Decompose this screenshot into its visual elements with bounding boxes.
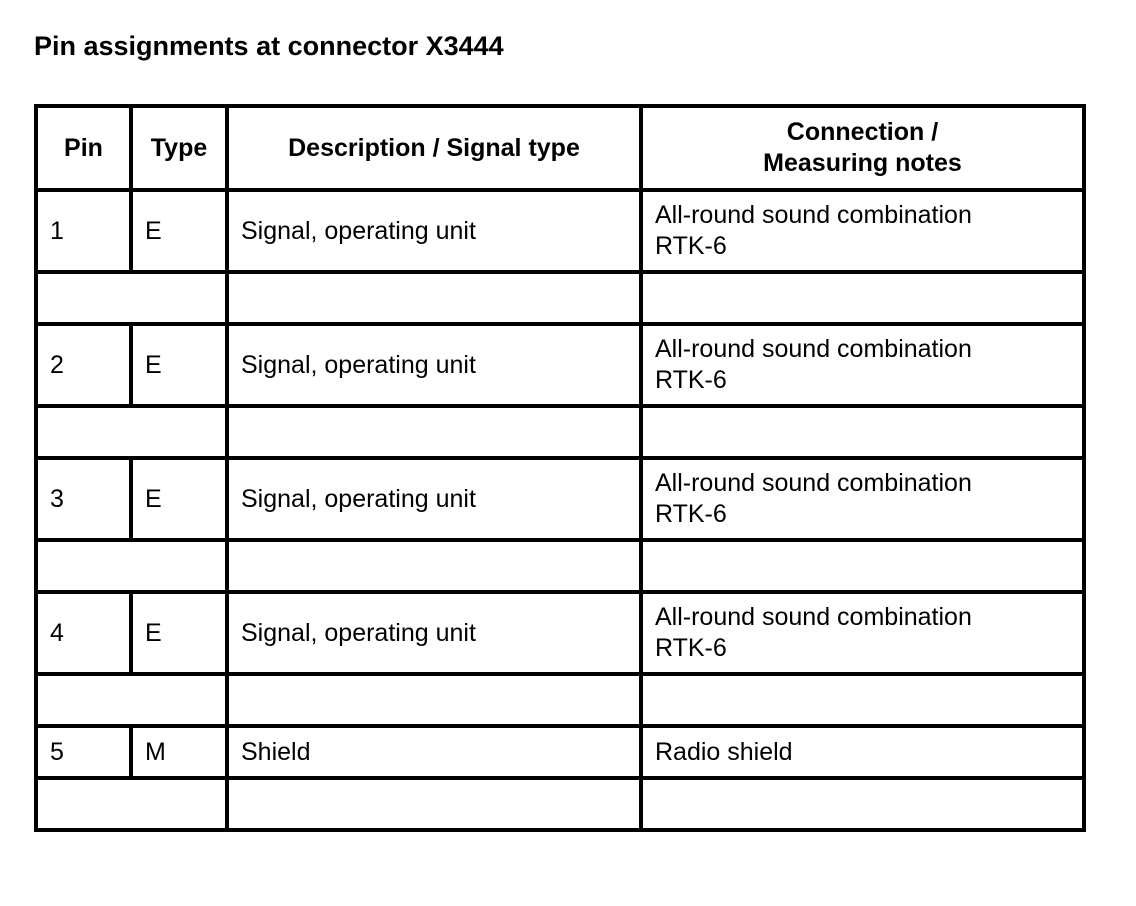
spacer-cell — [227, 778, 641, 830]
type-cell: M — [131, 726, 227, 778]
pin-cell: 1 — [36, 190, 131, 272]
type-cell: E — [131, 592, 227, 674]
description-cell: Shield — [227, 726, 641, 778]
spacer-row — [36, 778, 1084, 830]
header-connection — [641, 106, 1084, 190]
description-cell: Signal, operating unit — [227, 592, 641, 674]
description-cell: Signal, operating unit — [227, 324, 641, 406]
page-title: Pin assignments at connector X3444 — [34, 31, 504, 61]
spacer-cell — [641, 272, 1084, 324]
connection-line2: RTK-6 — [655, 366, 727, 394]
type-cell: E — [131, 324, 227, 406]
connection-cell — [641, 190, 1084, 272]
pin-assignment-table — [34, 104, 1086, 832]
connection-line2: RTK-6 — [655, 500, 727, 528]
table-row — [36, 190, 1084, 272]
spacer-cell — [641, 540, 1084, 592]
table-header-row — [36, 106, 1084, 190]
connection-line1: All-round sound combination — [655, 335, 972, 363]
connection-cell — [641, 458, 1084, 540]
type-cell: E — [131, 458, 227, 540]
pin-cell: 5 — [36, 726, 131, 778]
table-row — [36, 726, 1084, 778]
pin-cell: 4 — [36, 592, 131, 674]
header-connection-line1: Connection / — [786, 118, 939, 146]
spacer-cell — [641, 674, 1084, 726]
table-row — [36, 324, 1084, 406]
connection-cell — [641, 726, 1084, 778]
spacer-cell — [36, 778, 227, 830]
header-type: Type — [131, 106, 227, 190]
spacer-row — [36, 674, 1084, 726]
connection-line2: RTK-6 — [655, 232, 727, 260]
spacer-cell — [36, 272, 227, 324]
connection-cell — [641, 324, 1084, 406]
description-cell: Signal, operating unit — [227, 190, 641, 272]
description-cell: Signal, operating unit — [227, 458, 641, 540]
table-row — [36, 592, 1084, 674]
connection-line1: All-round sound combination — [655, 201, 972, 229]
connection-line1: All-round sound combination — [655, 469, 972, 497]
table-row — [36, 458, 1084, 540]
spacer-cell — [227, 540, 641, 592]
connection-line1: Radio shield — [655, 737, 793, 766]
spacer-cell — [641, 778, 1084, 830]
header-description: Description / Signal type — [227, 106, 641, 190]
pin-cell: 2 — [36, 324, 131, 406]
connection-line2: RTK-6 — [655, 634, 727, 662]
spacer-cell — [36, 406, 227, 458]
header-pin: Pin — [36, 106, 131, 190]
spacer-cell — [36, 540, 227, 592]
spacer-cell — [227, 272, 641, 324]
spacer-row — [36, 272, 1084, 324]
spacer-row — [36, 540, 1084, 592]
pin-cell: 3 — [36, 458, 131, 540]
spacer-cell — [227, 406, 641, 458]
type-cell: E — [131, 190, 227, 272]
connection-line1: All-round sound combination — [655, 603, 972, 631]
header-connection-line2: Measuring notes — [763, 149, 962, 177]
connection-cell — [641, 592, 1084, 674]
spacer-row — [36, 406, 1084, 458]
spacer-cell — [227, 674, 641, 726]
spacer-cell — [36, 674, 227, 726]
spacer-cell — [641, 406, 1084, 458]
